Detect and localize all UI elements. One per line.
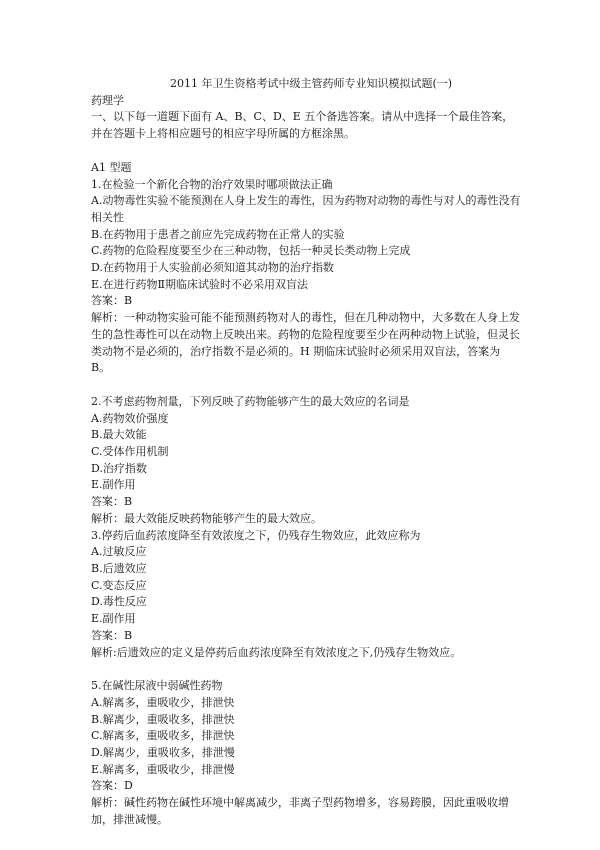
question-3 <box>91 528 521 662</box>
document-title: 2011 年卫生资格考试中级主管药师专业知识模拟试题(一) <box>169 77 453 90</box>
question-1 <box>91 177 521 377</box>
option-e: E.副作用 <box>91 612 136 626</box>
analysis-text: 解析：碱性药物在碱性环境中解离减少，非离子型药物增多，容易跨膜，因此重吸收增加，排泄减慢。 <box>91 796 509 826</box>
option-d: D.在药物用于人实验前必须知道其动物的治疗指数 <box>91 261 334 275</box>
answer-text: 答案：B <box>91 294 133 308</box>
option-d: D.治疗指数 <box>91 461 147 475</box>
option-b: B.在药物用于患者之前应先完成药物在正常人的实验 <box>91 227 345 241</box>
question-5 <box>91 678 521 828</box>
question-stem: 1.在检验一个新化合物的治疗效果时哪项做法正确 <box>91 177 333 191</box>
option-b: B.解离少，重吸收多，排泄快 <box>91 712 235 726</box>
question-stem: 5.在碱性尿液中弱碱性药物 <box>91 679 223 693</box>
analysis-text: 解析:后遗效应的定义是停药后血药浓度降至有效浓度之下,仍残存生物效应。 <box>91 645 462 659</box>
option-d: D.解离少，重吸收多，排泄慢 <box>91 746 235 760</box>
analysis-text: 解析：一种动物实验可能不能预测药物对人的毒性，但在几种动物中，大多数在人身上发生的急性毒性可以在动物上反映出来。药物的危险程度要至少在两种动物上试验，但灵长类动物不是必须的，治疗指数不是必须的。H 期临床试验时必须采用双盲法，答案为 B。 <box>91 311 520 375</box>
spacer <box>91 661 521 678</box>
analysis-text: 解析：最大效能反映药物能够产生的最大效应。 <box>91 511 322 525</box>
question-stem: 3.停药后血药浓度降至有效浓度之下，仍残存生物效应，此效应称为 <box>91 528 421 542</box>
spacer <box>91 143 521 160</box>
answer-text: 答案：B <box>91 495 133 509</box>
option-c: C.变态反应 <box>91 578 147 592</box>
option-e: E.解离多，重吸收少，排泄慢 <box>91 762 235 776</box>
question-stem: 2.不考虑药物剂量，下列反映了药物能够产生的最大效应的名词是 <box>91 394 410 408</box>
question-2 <box>91 394 521 528</box>
option-c: C.解离多，重吸收多，排泄快 <box>91 729 235 743</box>
option-d: D.毒性反应 <box>91 595 147 609</box>
option-b: B.后遗效应 <box>91 561 147 575</box>
option-a: A.过敏反应 <box>91 545 147 559</box>
option-e: E.在进行药物Ⅱ期临床试验时不必采用双盲法 <box>91 277 309 291</box>
option-c: C.药物的危险程度要至少在三种动物，包括一种灵长类动物上完成 <box>91 244 411 258</box>
answer-text: 答案：B <box>91 628 133 642</box>
section-heading: A1 型题 <box>91 160 132 174</box>
option-a: A.药物效价强度 <box>91 411 169 425</box>
answer-text: 答案：D <box>91 779 133 793</box>
subject-heading: 药理学 <box>91 93 124 107</box>
instruction-text: 一、以下每一道题下面有 A、B、C、D、E 五个备选答案。请从中选择一个最佳答案，并在答题卡上将相应题号的相应字母所属的方框涂黑。 <box>91 110 514 141</box>
option-c: C.受体作用机制 <box>91 445 169 459</box>
option-a: A.动物毒性实验不能预测在人身上发生的毒性，因为药物对动物的毒性与对人的毒性没有相关性 <box>91 194 521 224</box>
document-page <box>91 76 521 829</box>
option-e: E.副作用 <box>91 478 136 492</box>
option-a: A.解离多，重吸收少，排泄快 <box>91 695 235 709</box>
spacer <box>91 377 521 394</box>
option-b: B.最大效能 <box>91 428 147 442</box>
